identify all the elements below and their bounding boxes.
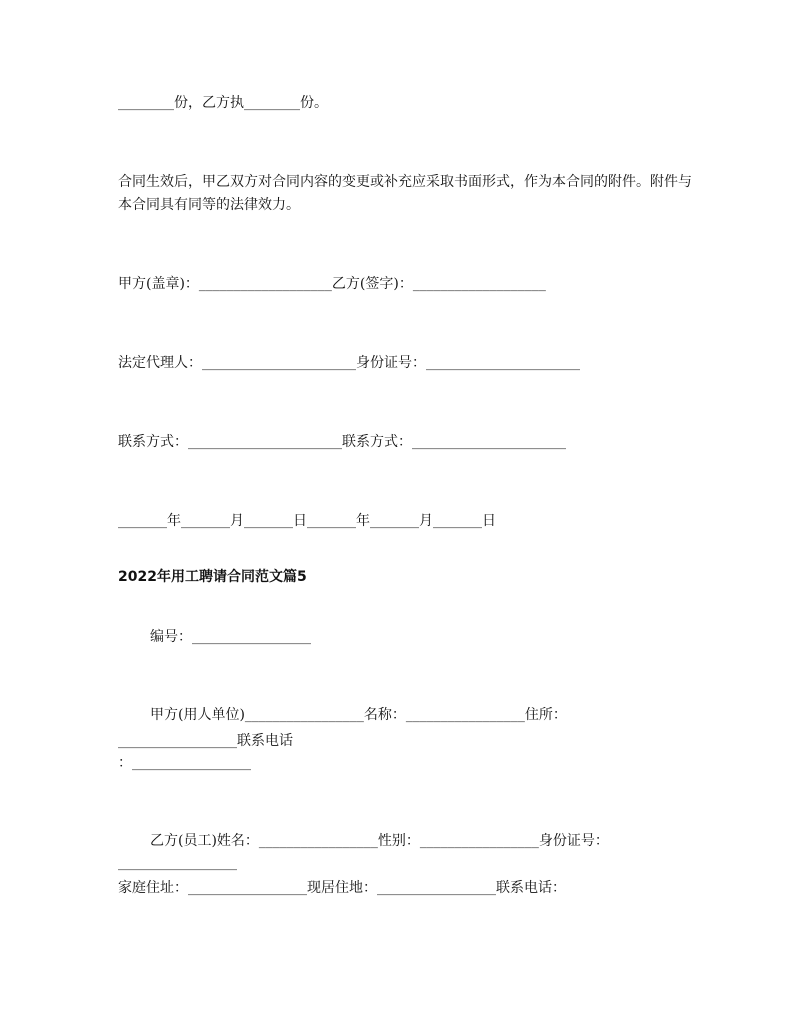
address-line: 家庭住址：_________________现居住地：_________________联系电话：: [118, 880, 566, 896]
date-line: _______年_______月_______日_______年_______月_______日: [118, 513, 496, 529]
contact-line: 联系方式：______________________联系方式：______________________: [118, 434, 566, 450]
signature-party-line: 甲方(盖章)：___________________乙方(签字)：___________________: [118, 276, 546, 292]
copies-line: ________份，乙方执________份。: [118, 95, 328, 111]
employer-line-3: ：_________________: [118, 755, 251, 771]
employer-line-2: _________________联系电话: [118, 733, 293, 749]
employer-line-1: 甲方(用人单位)_________________名称：_________________住所：: [150, 707, 567, 723]
legal-representative-line: 法定代理人：______________________身份证号：______________________: [118, 355, 580, 371]
employee-line-2: _________________: [118, 855, 237, 871]
section-heading: 2022年用工聘请合同范文篇5: [118, 569, 307, 585]
contract-number-line: 编号：_________________: [150, 629, 311, 645]
modification-clause: 合同生效后，甲乙双方对合同内容的变更或补充应采取书面形式，作为本合同的附件。附件与本合同具有同等的法律效力。: [118, 174, 692, 213]
employee-line-1: 乙方(员工)姓名：_________________性别：_________________身份证号：: [150, 833, 609, 849]
